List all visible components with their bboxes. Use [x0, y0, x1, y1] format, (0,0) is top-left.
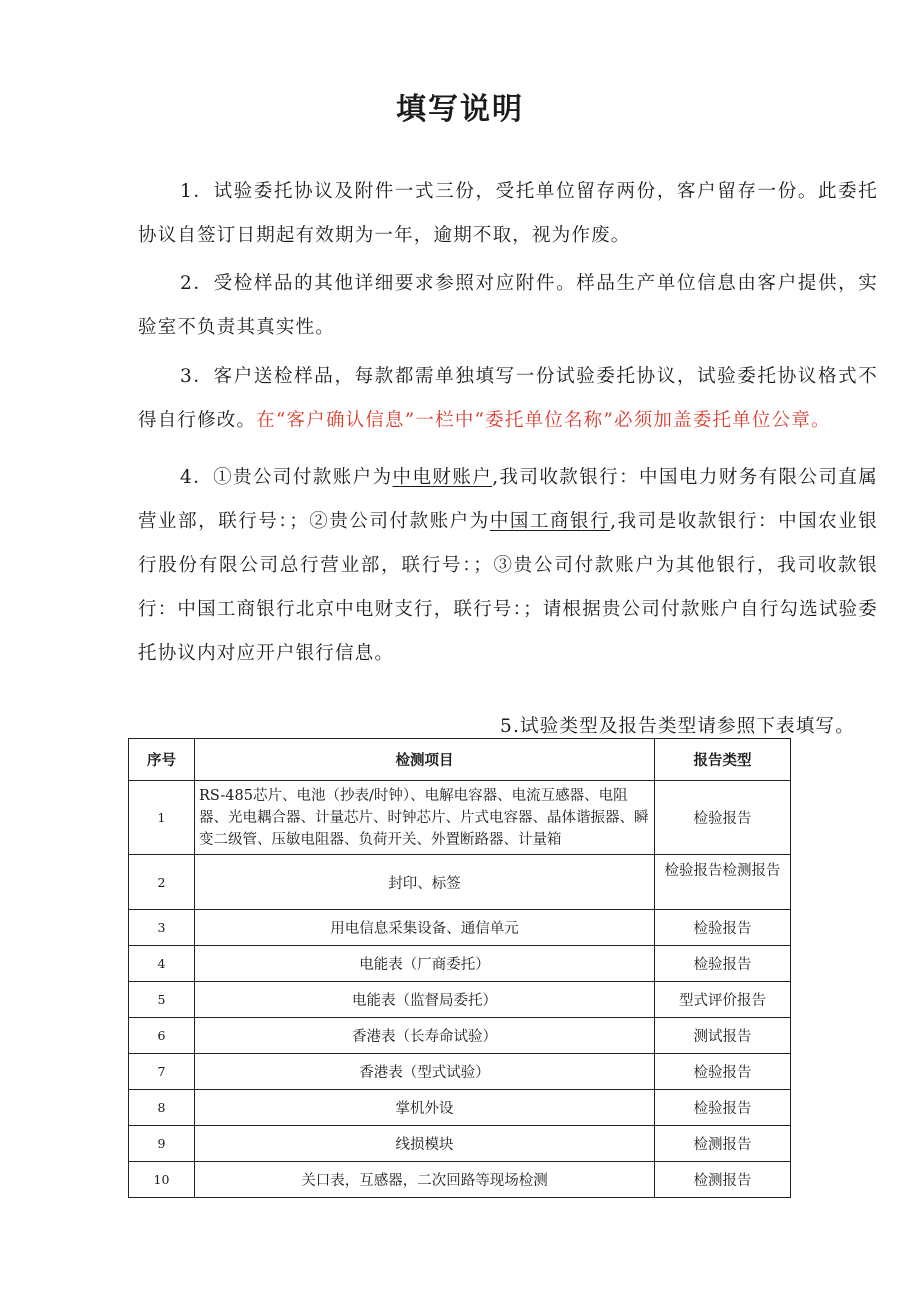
row-item: 封印、标签: [195, 855, 655, 910]
table-row: [129, 1162, 791, 1198]
report-type-table: [128, 738, 791, 1198]
instruction-1: 1．试验委托协议及附件一式三份，受托单位留存两份，客户留存一份。此委托协议自签订日期起有效期为一年，逾期不取，视为作废。: [138, 181, 878, 246]
row-item: 掌机外设: [195, 1090, 655, 1126]
table-row: [129, 982, 791, 1018]
header-item: 检测项目: [195, 739, 655, 781]
instruction-2: 2．受检样品的其他详细要求参照对应附件。样品生产单位信息由客户提供，实验室不负责其真实性。: [138, 273, 878, 338]
row-no: 6: [129, 1018, 195, 1054]
instruction-4-account-1: 中电财账户: [392, 467, 493, 488]
table-row: [129, 1126, 791, 1162]
header-no: 序号: [129, 739, 195, 781]
instruction-4-account-2: 中国工商银行: [489, 511, 611, 532]
row-item: 用电信息采集设备、通信单元: [195, 910, 655, 946]
table-row: [129, 1090, 791, 1126]
row-item: 电能表（厂商委托）: [195, 946, 655, 982]
row-no: 3: [129, 910, 195, 946]
row-item: 关口表，互感器，二次回路等现场检测: [195, 1162, 655, 1198]
row-item: 香港表（长寿命试验）: [195, 1018, 655, 1054]
table-row: [129, 946, 791, 982]
table-row: [129, 855, 791, 910]
table-row: [129, 1018, 791, 1054]
instruction-3-red-note: 在“客户确认信息”一栏中“委托单位名称”必须加盖委托单位公章。: [256, 410, 831, 431]
row-item: RS-485芯片、电池（抄表/时钟）、电解电容器、电流互感器、电阻器、光电耦合器、计量芯片、时钟芯片、片式电容器、晶体谐振器、瞬变二级管、压敏电阻器、负荷开关、外置断路器、计量箱: [195, 781, 655, 855]
row-report: 测试报告: [655, 1018, 791, 1054]
row-item: 线损模块: [195, 1126, 655, 1162]
row-no: 4: [129, 946, 195, 982]
instruction-4-part-e: ,我司是收款银行：中国农业银行股份有限公司总行营业部，联行号：；③贵公司付款账户为其他银行，我司收款银行：中国工商银行北京中电财支行，联行号：；请根据贵公司付款账户自行勾选试验委托协议内对应开户银行信息。: [138, 511, 879, 664]
instruction-5: 5.试验类型及报告类型请参照下表填写。: [500, 716, 855, 737]
row-report: 型式评价报告: [655, 982, 791, 1018]
instruction-3: [138, 355, 878, 443]
instruction-4-part-c: ,我司收款银行：中国电力财务有限公司直属营业部，联行号：；②贵公司付款账户为: [138, 467, 878, 532]
row-report: 检验报告: [655, 781, 791, 855]
row-no: 2: [129, 855, 195, 910]
instruction-3-text: 3．客户送检样品，每款都需单独填写一份试验委托协议，试验委托协议格式不得自行修改。: [138, 366, 878, 431]
row-report: 检验报告: [655, 1090, 791, 1126]
row-item: 电能表（监督局委托）: [195, 982, 655, 1018]
row-no: 8: [129, 1090, 195, 1126]
row-report: 检验报告: [655, 910, 791, 946]
header-report: 报告类型: [655, 739, 791, 781]
row-no: 10: [129, 1162, 195, 1198]
row-item: 香港表（型式试验）: [195, 1054, 655, 1090]
table-row: [129, 1054, 791, 1090]
table-row: [129, 781, 791, 855]
instruction-4-part-a: 4．①贵公司付款账户为: [180, 467, 393, 488]
row-report: 检测报告: [655, 1162, 791, 1198]
instruction-4: [138, 456, 878, 676]
row-no: 1: [129, 781, 195, 855]
row-report: 检测报告: [655, 1126, 791, 1162]
row-report: 检验报告: [655, 946, 791, 982]
row-report: 检验报告: [655, 1054, 791, 1090]
table-header-row: [129, 739, 791, 781]
row-no: 5: [129, 982, 195, 1018]
row-no: 7: [129, 1054, 195, 1090]
table-row: [129, 910, 791, 946]
row-no: 9: [129, 1126, 195, 1162]
page-title: 填写说明: [396, 92, 524, 127]
row-report: 检验报告检测报告: [655, 855, 791, 910]
